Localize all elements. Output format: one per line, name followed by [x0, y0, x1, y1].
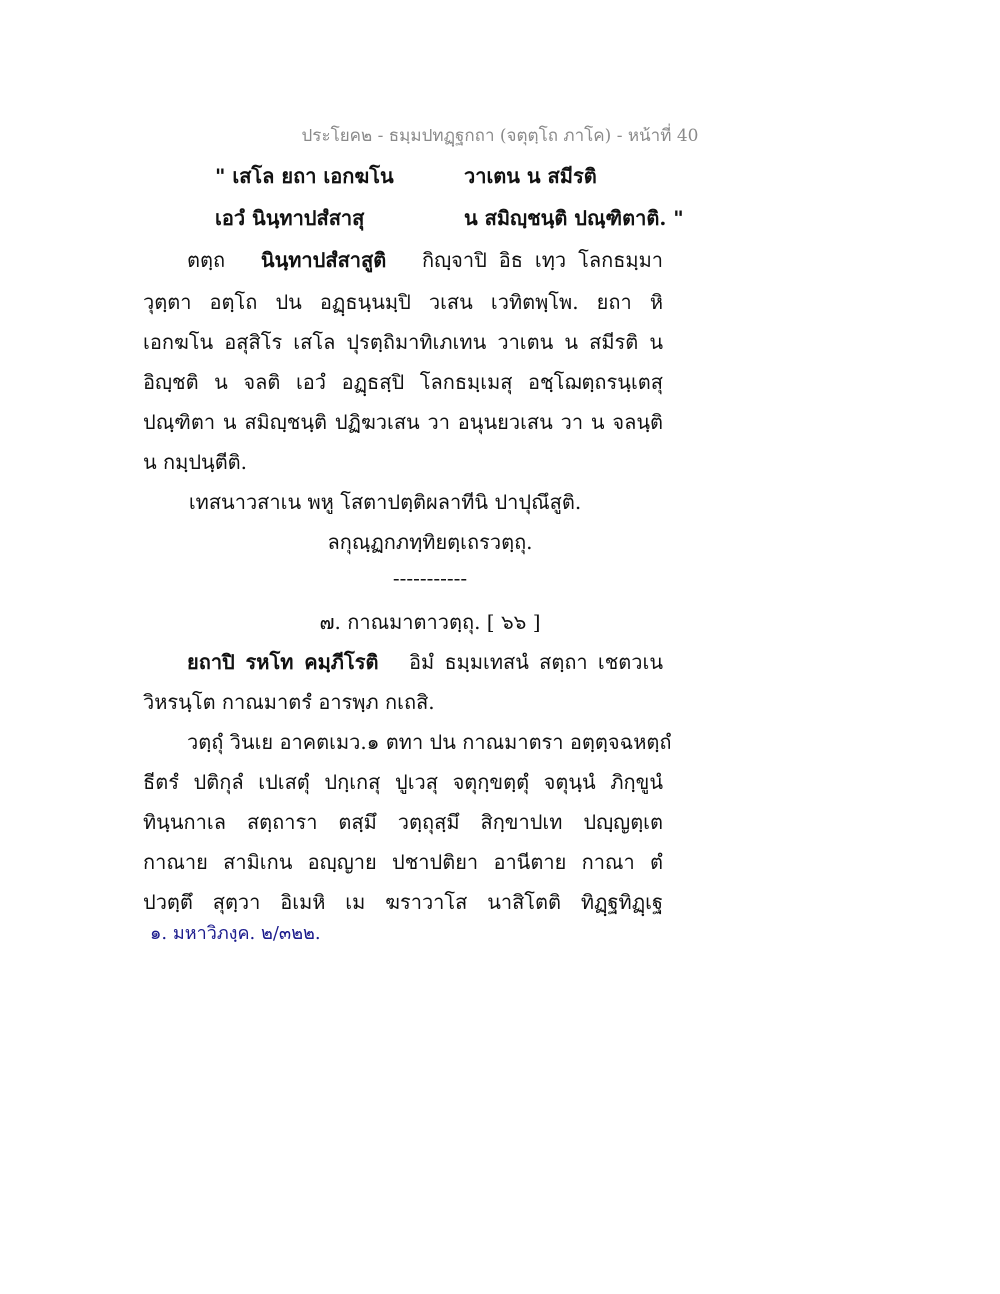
para3-line-5: ปวตฺตึ สุตฺวา อิเมหิ เม ฆราวาโส นาสิโตติ ทิฏฺฐทิฏฺเฐ	[143, 890, 663, 914]
para1-line-3: เอกฆโน อสุสิโร เสโล ปุรตฺถิมาทิเภเทน วาเตน น สมีรติ น	[143, 330, 663, 354]
divider: -----------	[392, 566, 468, 590]
para1-line-5: ปณฺฑิตา น สมิญฺชนฺติ ปฏิฆวเสน วา อนุนยวเสน วา น จลนฺติ	[143, 410, 663, 434]
page-header: ประโยค๒ - ธมฺมปทฏฺฐกถา (จตุตฺโถ ภาโค) - หน้าที่ 40	[301, 126, 699, 146]
para1-line-6: น กมฺปนฺตีติ.	[143, 450, 248, 474]
verse-line-2-b: น สมิญฺชนฺติ ปณฺฑิตาติ. "	[464, 206, 684, 230]
verse-line-1-b: วาเตน น สมีรติ	[464, 164, 597, 188]
para3-line-1: วตฺถุํ วินเย อาคตเมว.๑ ตทา ปน กาณมาตรา อตฺตฺจฉหตฺถํ	[187, 730, 672, 754]
para3-line-4: กาณาย สามิเกน อญฺญาย ปชาปติยา อานีตาย กาณา ตํ	[143, 850, 663, 874]
para3-line-2: ธีตรํ ปติกุลํ เปเสตุํ ปกฺเกสุ ปูเวสุ จตุกฺขตฺตุํ จตุนฺนํ ภิกฺขูนํ	[143, 770, 663, 794]
para2-term: ยถาปิ รหโท คมฺภีโรติ	[187, 650, 379, 674]
para1-lead: ตตฺถ	[187, 248, 226, 272]
para1-line-4: อิญฺชติ น จลติ เอวํ อฏฺธสฺปิ โลกธมฺเมสุ อชฺโฌตฺถรนฺเตสุ	[143, 370, 663, 394]
para2-line-1-rest: อิมํ ธมฺมเทสนํ สตฺถา เชตวเน	[409, 650, 663, 674]
para1-line-1	[187, 244, 663, 276]
para3-line-3: ทินฺนกาเล สตฺถารา ตสฺมึ วตฺถุสฺมึ สิกฺขาปเท ปญฺญตฺเต	[143, 810, 663, 834]
story-title: ๗. กาณมาตาวตฺถุ. [ ๖๖ ]	[319, 610, 541, 634]
verse-line-2-a: เอวํ นินฺทาปสํสาสุ	[215, 206, 365, 230]
para2-line-1	[187, 646, 663, 678]
footnote: ๑. มหาวิภงฺค. ๒/๓๒๒.	[150, 923, 321, 944]
para1-line-2: วุตฺตา อตฺโถ ปน อฏฺธนฺนมฺปิ วเสน เวทิตพฺโพ. ยถา หิ	[143, 290, 663, 314]
closing-line-2: ลกุณฺฏกภทฺทิยตฺเถรวตฺถุ.	[327, 530, 533, 554]
verse-line-1-a: " เสโล ยถา เอกฆโน	[215, 164, 394, 188]
para2-line-2: วิหรนฺโต กาณมาตรํ อารพฺภ กเถสิ.	[143, 690, 435, 714]
closing-line-1: เทสนาวสาเน พหู โสตาปตฺติผลาทีนิ ปาปุณึสูติ.	[188, 490, 582, 514]
para1-term: นินฺทาปสํสาสูติ	[260, 248, 387, 272]
para1-line-1-rest: กิญฺจาปิ อิธ เทฺว โลกธมฺมา	[422, 248, 663, 272]
